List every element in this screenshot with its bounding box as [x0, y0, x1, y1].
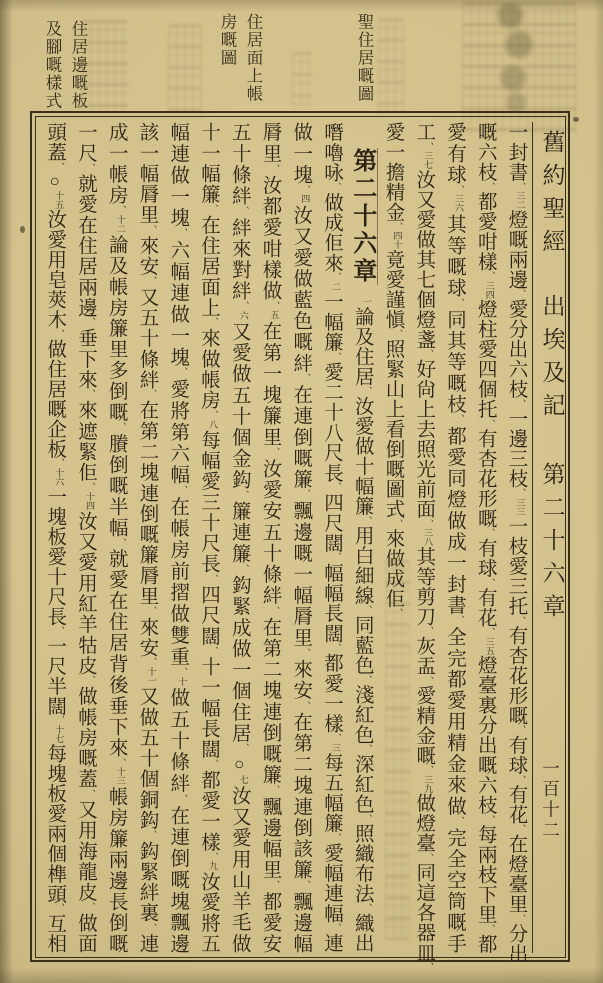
punctuation-mark: 、 — [453, 298, 463, 308]
punctuation-mark: 、 — [360, 903, 371, 913]
bleedthrough-ghost — [292, 52, 312, 108]
punctuation-mark: 、 — [237, 743, 248, 753]
punctuation-mark: 、 — [237, 206, 248, 216]
punctuation-mark: 、 — [514, 615, 525, 625]
text-column-8: 做一塊、四汝又愛做藍色嘅絆、在連倒嘅簾、飄邊嘅一幅脣里、來安、在第二塊連倒該簾、飄邊幅 — [285, 122, 316, 953]
punctuation-mark: 、 — [84, 389, 94, 399]
text-column-9: 脣里、汝都愛咁樣做、五在第一塊簾里、汝愛安五十條絆、在第二塊連倒嘅簾、飄邊幅里、都愛安 — [254, 122, 285, 953]
verse-number: 十四 — [85, 491, 95, 510]
text-column-5: 愛一擔精金、四十竟愛謹愼、照緊山上看倒嘅圖式、來做成佢、 — [377, 122, 408, 953]
punctuation-mark: 、 — [114, 422, 125, 432]
verse-number: 三六 — [454, 194, 464, 213]
punctuation-mark: 、 — [207, 759, 217, 769]
text-column-13: 該一幅脣里、來安、又五十條絆、在第二塊連倒嘅簾脣里、來安、十一又做五十個銅鈎、鈎緊絆裏、連 — [131, 122, 162, 953]
punctuation-mark: 、 — [360, 605, 371, 615]
punctuation-mark: 、 — [514, 774, 525, 784]
punctuation-mark: 、 — [422, 141, 433, 151]
punctuation-mark: 、 — [299, 700, 310, 711]
verse-number: 三四 — [484, 280, 495, 299]
punctuation-mark: 、 — [268, 605, 279, 616]
punctuation-mark: 、 — [453, 414, 463, 424]
margin-note-column: 及腳嘅樣式 — [43, 20, 62, 110]
punctuation-mark: 、 — [514, 398, 525, 408]
punctuation-mark: 、 — [360, 813, 371, 823]
punctuation-mark: 、 — [483, 627, 494, 637]
verse-number: 三五 — [484, 636, 495, 655]
verse-number: 六 — [238, 310, 249, 320]
title-column — [532, 122, 563, 953]
punctuation-mark: 、 — [84, 482, 94, 492]
text-frame — [30, 111, 570, 972]
punctuation-mark: 、 — [514, 289, 525, 299]
punctuation-mark: 、 — [237, 563, 248, 574]
punctuation-mark: 、 — [207, 645, 217, 656]
punctuation-mark: 、 — [84, 675, 94, 685]
verse-number: 三八 — [423, 528, 434, 546]
bleedthrough-ghost — [378, 18, 404, 114]
verse-number: 十二 — [115, 214, 126, 233]
punctuation-mark: 、 — [514, 913, 525, 923]
verse-number: 三七 — [423, 151, 434, 169]
punctuation-mark: 、 — [114, 205, 125, 215]
punctuation-mark: 、 — [207, 851, 217, 862]
text-column-11: 十一幅簾、在住居面上、來做帳房、八每幅愛三十尺長、四尺闊、十一幅長闊、都愛一樣、九汝愛將五 — [192, 122, 223, 953]
punctuation-mark: 、 — [207, 317, 217, 327]
punctuation-mark: 、 — [84, 902, 94, 912]
punctuation-mark: 、 — [483, 814, 494, 824]
punctuation-mark: 、 — [114, 757, 125, 768]
punctuation-mark: 、 — [330, 272, 340, 282]
verse-number: 一 — [361, 297, 372, 306]
verse-number: 十 — [177, 676, 188, 686]
punctuation-mark: 、 — [514, 824, 525, 834]
verse-number: 九 — [208, 861, 218, 871]
punctuation-mark: 、 — [330, 182, 340, 192]
punctuation-mark: 、 — [299, 489, 310, 499]
punctuation-mark: 、 — [145, 276, 156, 286]
verse-number: 三三 — [515, 497, 526, 516]
punctuation-mark: 、 — [330, 642, 340, 653]
punctuation-mark: 、 — [330, 482, 340, 492]
punctuation-mark: 、 — [453, 184, 463, 195]
verse-number: 三 — [331, 742, 341, 752]
margin-note-tabernacle-figure — [352, 13, 376, 103]
punctuation-mark: 、 — [84, 317, 94, 327]
punctuation-mark: 、 — [453, 615, 463, 625]
punctuation-mark: 、 — [145, 389, 156, 399]
verse-number: 二 — [331, 281, 341, 291]
text-column-7: 噆嚕咏、做成佢來、二一幅簾、愛二十八尺長、四尺闊、幅幅長闊、都愛一樣、三每五幅簾、愛幅連幅、連 — [315, 122, 346, 953]
bleedthrough-ghost — [168, 24, 202, 118]
punctuation-mark: 、 — [514, 181, 525, 191]
verse-number: 十三 — [115, 767, 126, 786]
text-column-15: 一尺、就愛在住居兩邊、垂下來、來遮緊佢、十四汝又愛用紅羊牯皮、做帳房嘅蓋、又用海龍皮、做面 — [69, 122, 100, 953]
punctuation-mark: 、 — [53, 458, 64, 468]
margin-note-board-pattern — [40, 20, 90, 110]
punctuation-mark: 、 — [514, 488, 525, 498]
punctuation-mark: 、 — [176, 228, 187, 238]
punctuation-mark: 、 — [145, 829, 156, 840]
punctuation-mark: 、 — [330, 552, 340, 562]
verse-number: 四 — [300, 194, 311, 204]
ink-speck — [20, 226, 25, 233]
punctuation-mark: 、 — [176, 667, 187, 677]
punctuation-mark: 、 — [391, 329, 402, 339]
punctuation-mark: 、 — [53, 161, 64, 172]
punctuation-mark: 、 — [176, 485, 187, 495]
verse-number: 十一 — [146, 666, 157, 685]
margin-note-column: 房嘅圖 — [218, 13, 237, 67]
punctuation-mark: 、 — [360, 515, 371, 525]
punctuation-mark: 、 — [84, 162, 94, 173]
punctuation-mark: 、 — [53, 328, 64, 339]
punctuation-mark: 、 — [483, 271, 494, 281]
punctuation-mark: 、 — [268, 163, 279, 174]
text-column-3: 愛有球、三六其等嘅球、同其等嘅枝、都愛同燈做成一封書、全完都愛用精金來做、完全空筒嘅手 — [438, 122, 469, 953]
punctuation-mark: 、 — [145, 605, 156, 616]
punctuation-mark: 、 — [483, 418, 494, 428]
margin-note-column: 住居邊嘅板 — [69, 20, 88, 110]
bleedthrough-ghost — [488, 2, 544, 114]
punctuation-mark: 、 — [360, 744, 371, 754]
punctuation-mark: 、 — [237, 301, 248, 311]
punctuation-mark: 、 — [207, 410, 217, 420]
punctuation-mark: 、 — [237, 489, 248, 500]
punctuation-mark: 、 — [114, 537, 125, 548]
text-column-14: 成一帳房、十二論及帳房簾里多倒嘅、賸倒嘅半幅、就愛在住居背後垂下來、十三帳房簾兩邊長倒嘅 — [100, 122, 131, 953]
punctuation-mark: 、 — [453, 816, 463, 826]
verse-number: 十六 — [54, 467, 65, 486]
punctuation-mark: 、 — [422, 349, 433, 359]
punctuation-mark: 、 — [268, 300, 279, 311]
punctuation-mark: 、 — [360, 674, 371, 684]
punctuation-mark: 、 — [422, 518, 433, 528]
punctuation-mark: 、 — [84, 788, 94, 799]
punctuation-mark: 、 — [483, 577, 494, 587]
punctuation-mark: 、 — [422, 962, 433, 972]
text-column-16: 頭蓋、○十五汝愛用皂莢木、做住居嘅企板、十六一塊板愛十尺長、一尺半闊、十七每塊板愛兩個榫頭、互相 — [39, 122, 70, 953]
punctuation-mark: 、 — [176, 367, 187, 377]
punctuation-mark: 、 — [268, 880, 279, 890]
punctuation-mark: 、 — [268, 447, 279, 457]
verse-number: 八 — [208, 419, 218, 429]
punctuation-mark: 、 — [268, 785, 279, 795]
section-divider-ring: ○ — [45, 171, 65, 191]
page-number: 一百十二 — [540, 758, 561, 841]
margin-note-tent-figure — [215, 13, 265, 103]
text-column-2: 嘅六枝、都愛咁樣、三四燈柱愛四個托、有杏花形嘅、有球、有花、三五燈臺裏分出嘅六枝、每兩枝下里、都 — [469, 122, 500, 953]
margin-note-column: 聖住居嘅圖 — [355, 13, 374, 103]
text-column-6: 第二十六章一論及住居、汝愛做十幅簾、用白細線、同藍色、淺紅色、深紅色、照織布法、織出 — [346, 122, 377, 953]
verse-number: 七 — [238, 774, 249, 784]
scripture-text-block — [39, 121, 531, 972]
chapter-heading: 第二十六章 — [349, 148, 378, 286]
punctuation-mark: 、 — [514, 725, 525, 735]
punctuation-mark: 、 — [53, 625, 64, 636]
section-divider-ring: ○ — [229, 752, 249, 775]
punctuation-mark: 、 — [145, 657, 156, 667]
verse-number: 十五 — [54, 190, 65, 209]
verse-number: 三九 — [423, 774, 434, 793]
punctuation-mark: 、 — [53, 715, 64, 725]
ink-speck — [573, 117, 579, 122]
punctuation-mark: 、 — [483, 924, 494, 934]
punctuation-mark: 、 — [391, 518, 402, 528]
punctuation-mark: 、 — [299, 373, 310, 383]
punctuation-mark: 、 — [422, 626, 433, 636]
punctuation-mark: 、 — [176, 793, 187, 804]
punctuation-mark: 、 — [483, 528, 494, 538]
punctuation-mark: 、 — [145, 922, 156, 933]
punctuation-mark: 、 — [330, 922, 340, 933]
punctuation-mark: 、 — [422, 675, 433, 685]
punctuation-mark: 、 — [330, 733, 340, 743]
punctuation-mark: 、 — [330, 832, 340, 843]
punctuation-mark: 、 — [299, 184, 310, 195]
punctuation-mark: 、 — [299, 647, 310, 658]
punctuation-mark: 、 — [422, 852, 433, 862]
text-column-1: 一封書、三二燈嘅兩邊、愛分出六枝、一邊三枝、三三一枝愛三托、有杏花形嘅、有球、有花、在燈臺里、分出 — [500, 122, 531, 953]
section-title: 出埃及記 — [539, 293, 565, 426]
punctuation-mark: 、 — [53, 903, 64, 913]
chapter-title: 第二十六章 — [539, 461, 565, 627]
punctuation-mark: 、 — [391, 221, 402, 231]
punctuation-mark: 、 — [391, 608, 402, 618]
text-frame-inner — [35, 116, 566, 972]
punctuation-mark: 、 — [360, 386, 371, 396]
punctuation-mark: 、 — [145, 224, 156, 235]
text-column-4: 工、三七汝又愛做其七個燈盞、好尙上去照光前面、三八其等剪刀、灰盂、愛精金嘅、三九做燈臺、同這各器皿、 — [408, 122, 439, 953]
punctuation-mark: 、 — [207, 204, 217, 214]
punctuation-mark: 、 — [207, 573, 217, 584]
verse-number: 十七 — [54, 724, 65, 743]
punctuation-mark: 、 — [483, 181, 494, 191]
punctuation-mark: 、 — [422, 765, 433, 775]
margin-note-column: 住居面上帳 — [244, 13, 263, 103]
punctuation-mark: 、 — [299, 880, 310, 890]
verse-number: 四十 — [392, 231, 403, 249]
book-title: 舊約聖經 — [539, 129, 565, 262]
verse-number: 五 — [269, 310, 280, 320]
verse-number: 三二 — [515, 191, 526, 209]
text-column-10: 五十條絆、絆來對絆、六又愛做五十個金鈎、簾連簾、鈎緊成做一個住居、○七汝又愛用山羊毛做 — [223, 122, 254, 953]
punctuation-mark: 、 — [330, 351, 340, 362]
text-column-12: 幅連做一塊、六幅連做一塊、愛將第六幅、在帳房前摺做雙重、十做五十條絆、在連倒嘅塊飄邊 — [162, 122, 193, 953]
